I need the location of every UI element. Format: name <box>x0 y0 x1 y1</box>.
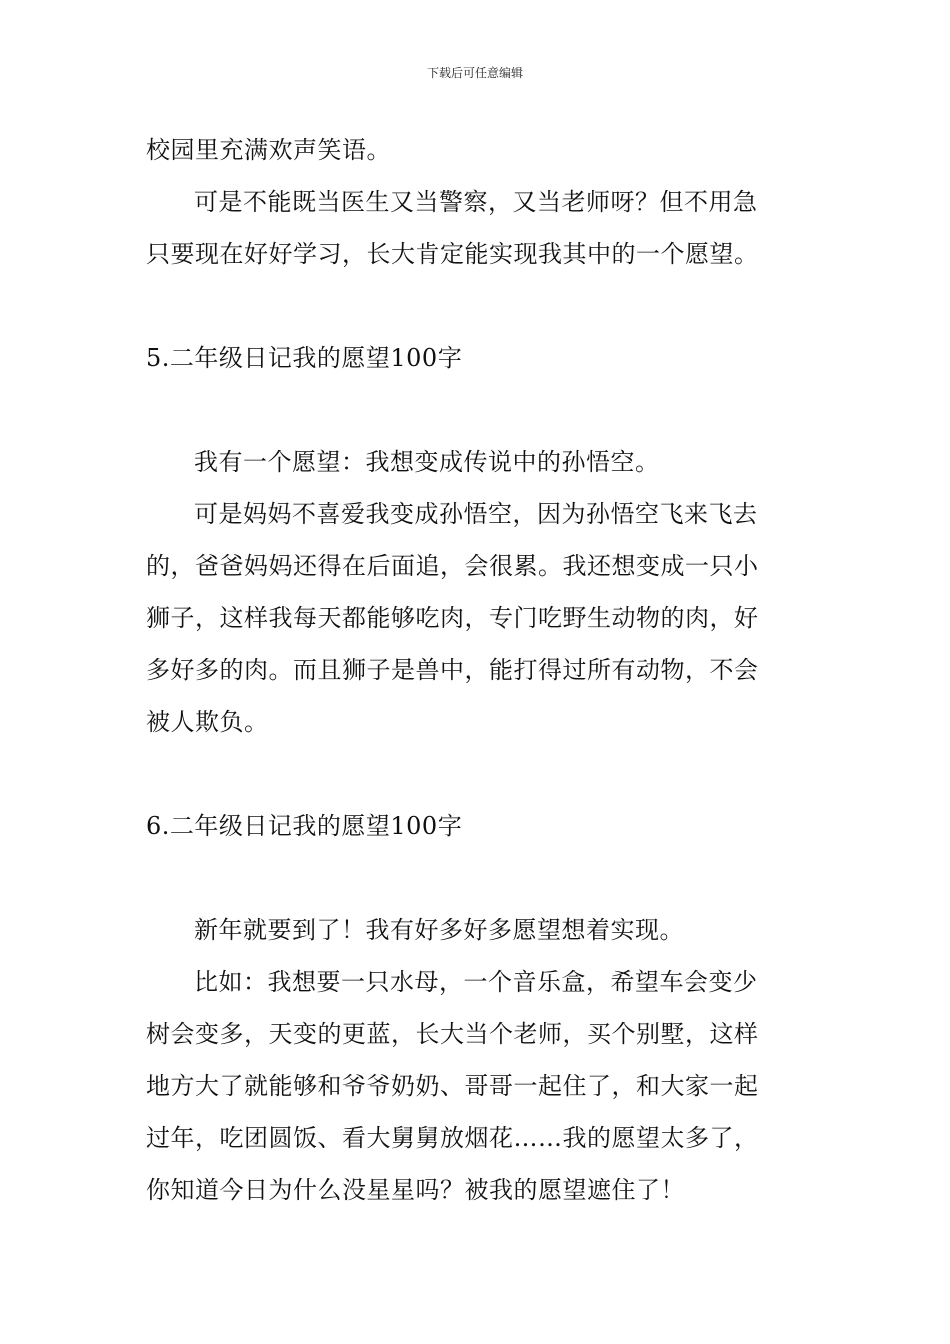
document-body <box>146 124 808 1216</box>
paragraph-line: 只要现在好好学习，长大肯定能实现我其中的一个愿望。 <box>146 240 759 268</box>
paragraph-line: 地方大了就能够和爷爷奶奶、哥哥一起住了，和大家一起 <box>146 1072 759 1100</box>
paragraph-line: 可是不能既当医生又当警察，又当老师呀？但不用急 <box>194 188 758 216</box>
paragraph-line: 新年就要到了！我有好多好多愿望想着实现。 <box>194 916 684 944</box>
paragraph-line: 过年，吃团圆饭、看大舅舅放烟花……我的愿望太多了， <box>146 1124 759 1152</box>
paragraph-line: 的，爸爸妈妈还得在后面追，会很累。我还想变成一只小 <box>146 552 759 580</box>
paragraph-line: 被人欺负。 <box>146 708 269 736</box>
paragraph-gap <box>146 852 808 904</box>
paragraph-line: 多好多的肉。而且狮子是兽中，能打得过所有动物，不会 <box>146 656 759 684</box>
section-heading-5: 5.二年级日记我的愿望100字 <box>146 344 463 372</box>
page-header: 下载后可任意编辑 <box>426 66 523 80</box>
paragraph-line: 狮子，这样我每天都能够吃肉，专门吃野生动物的肉，好 <box>146 604 759 632</box>
paragraph-line: 我有一个愿望：我想变成传说中的孙悟空。 <box>194 448 660 476</box>
paragraph-line: 可是妈妈不喜爱我变成孙悟空，因为孙悟空飞来飞去 <box>194 500 758 528</box>
section-heading-6: 6.二年级日记我的愿望100字 <box>146 812 463 840</box>
paragraph-line: 树会变多，天变的更蓝，长大当个老师，买个别墅，这样 <box>146 1020 759 1048</box>
paragraph-gap <box>146 280 808 332</box>
paragraph-line: 你知道今日为什么没星星吗？被我的愿望遮住了！ <box>146 1176 685 1204</box>
paragraph-line: 校园里充满欢声笑语。 <box>146 136 391 164</box>
paragraph-gap <box>146 748 808 800</box>
paragraph-line: 比如：我想要一只水母，一个音乐盒，希望车会变少 <box>194 968 758 996</box>
paragraph-gap <box>146 384 808 436</box>
